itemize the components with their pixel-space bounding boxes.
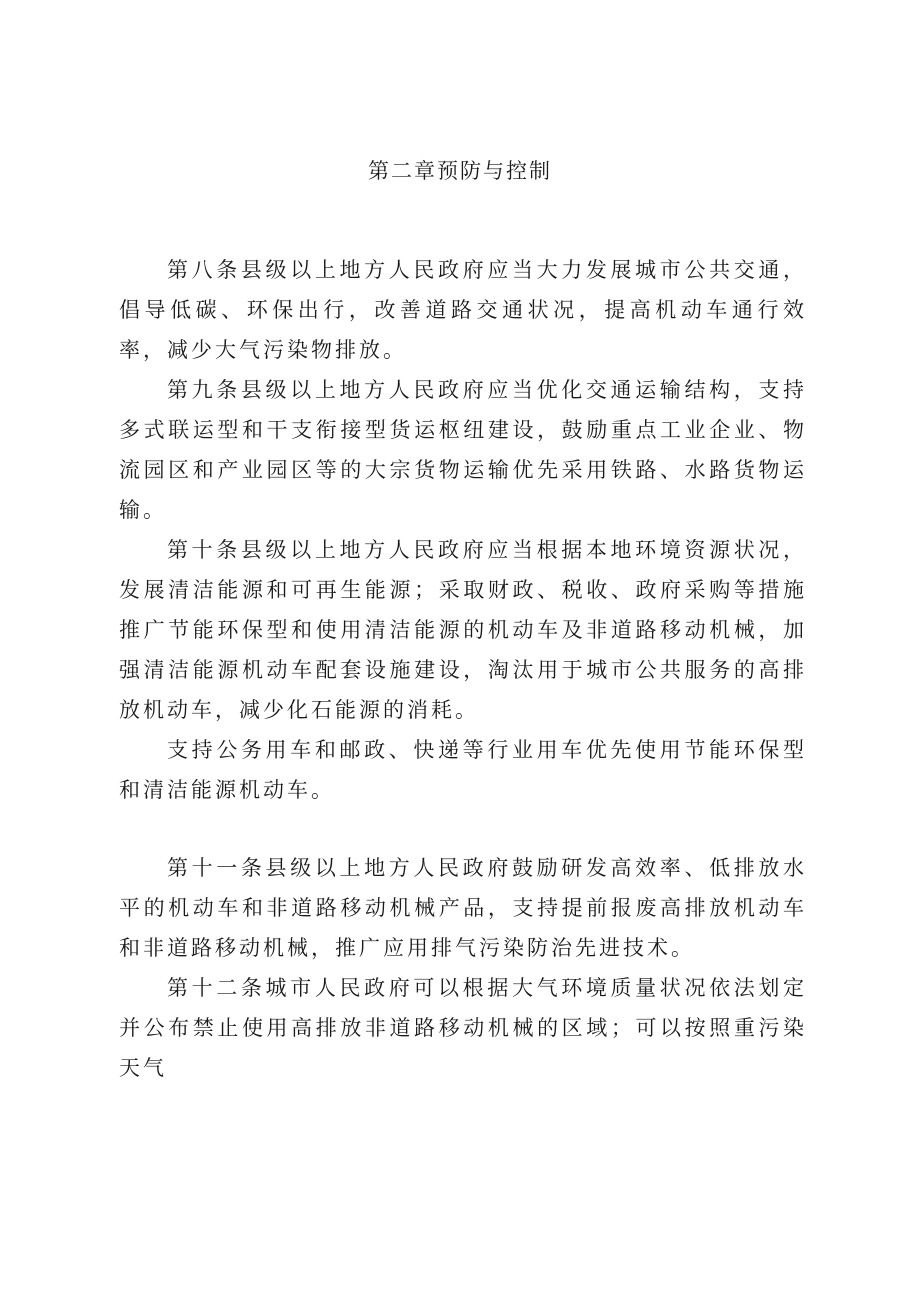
- paragraph-spacer: [119, 810, 807, 848]
- article-9-paragraph: 第九条县级以上地方人民政府应当优化交通运输结构，支持多式联运型和干支衔接型货运枢纽建设，鼓励重点工业企业、物流园区和产业园区等的大宗货物运输优先采用铁路、水路货物运输。: [119, 378, 807, 522]
- article-11-paragraph: 第十一条县级以上地方人民政府鼓励研发高效率、低排放水平的机动车和非道路移动机械产品，支持提前报废高排放机动车和非道路移动机械，推广应用排气污染防治先进技术。: [119, 856, 807, 960]
- chapter-title: 第二章预防与控制: [368, 159, 552, 183]
- article-10-supplement-paragraph: 支持公务用车和邮政、快递等行业用车优先使用节能环保型和清洁能源机动车。: [119, 738, 807, 802]
- document-body: [119, 250, 807, 1088]
- article-8-paragraph: 第八条县级以上地方人民政府应当大力发展城市公共交通，倡导低碳、环保出行，改善道路交通状况，提高机动车通行效率，减少大气污染物排放。: [119, 258, 807, 362]
- article-12-paragraph: 第十二条城市人民政府可以根据大气环境质量状况依法划定并公布禁止使用高排放非道路移动机械的区域；可以按照重污染天气: [119, 976, 807, 1080]
- article-10-paragraph: 第十条县级以上地方人民政府应当根据本地环境资源状况，发展清洁能源和可再生能源；采取财政、税收、政府采购等措施推广节能环保型和使用清洁能源的机动车及非道路移动机械，加强清洁能源机动车配套设施建设，淘汰用于城市公共服务的高排放机动车，减少化石能源的消耗。: [119, 538, 807, 722]
